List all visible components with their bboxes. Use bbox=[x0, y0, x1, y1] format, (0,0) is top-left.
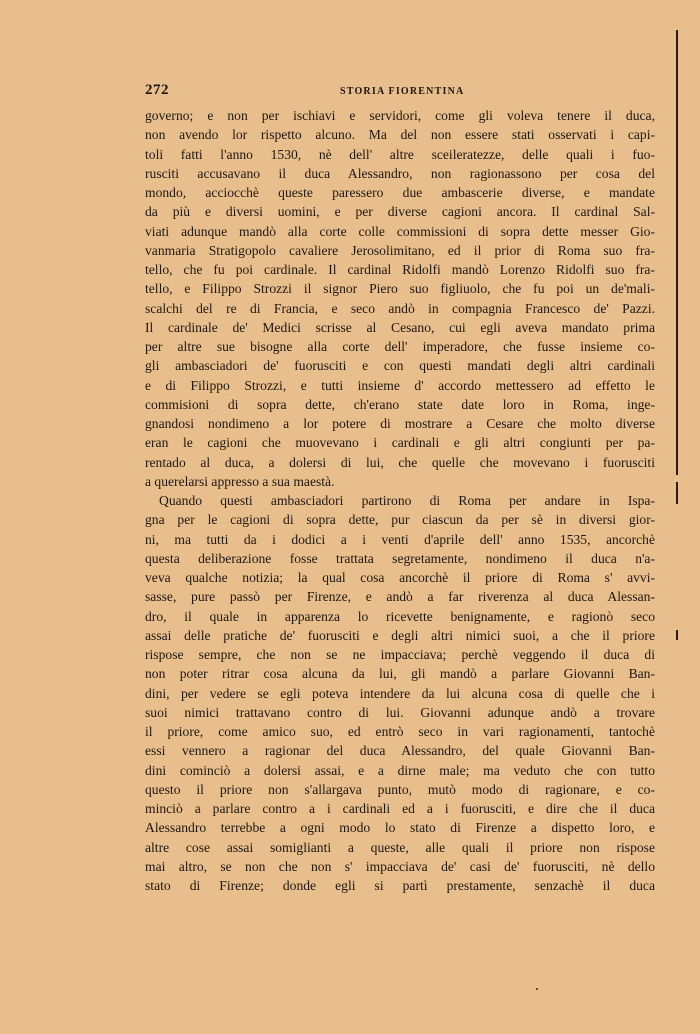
text-line: questa deliberazione fosse trattata segretamente, nondimeno il duca n'a- bbox=[145, 550, 655, 566]
text-line: stato di Firenze; donde egli si partì prestamente, senzachè il duca bbox=[145, 878, 655, 893]
text-line: gna per le cagioni di sopra dette, pur ciascun da per sè in diversi gior- bbox=[145, 512, 655, 528]
text-line: tello, e Filippo Strozzi il signor Piero suo figliuolo, che fu poi un de'mali- bbox=[145, 281, 655, 297]
text-line: per altre sue bisogne alla corte dell' imperadore, che fusse insieme co- bbox=[145, 339, 655, 354]
text-line: suoi nimici trattavano contro di lui. Giovanni adunque andò a trovare bbox=[145, 704, 655, 720]
text-line: sasse, pure passò per Firenze, e andò a far riverenza al duca Alessan- bbox=[145, 589, 655, 605]
text-line: il priore, come amico suo, ed entrò seco in vari ragionamenti, tantochè bbox=[145, 724, 655, 739]
paragraph-start-line: Quando questi ambasciadori partirono di Roma per andare in Ispa- bbox=[159, 493, 655, 508]
text-line: mai altro, se non che non s' impacciava de' casi de' fuorusciti, nè dello bbox=[145, 858, 655, 874]
text-line: dini cominciò a dolersi assai, e a dirne male; ma veduto che con tutto bbox=[145, 762, 655, 778]
text-line: rispose sempre, che non se ne impacciava; perchè veggendo il duca di bbox=[145, 647, 655, 662]
text-line: ni, ma tutti da i dodici a i venti d'aprile dell' anno 1535, ancorchè bbox=[145, 531, 655, 547]
text-line: tello, che fu poi cardinale. Il cardinal Ridolfi mandò Lorenzo Ridolfi suo fra- bbox=[145, 262, 655, 277]
text-line: Alessandro terrebbe a ogni modo lo stato di Firenze a dispetto loro, e bbox=[145, 820, 655, 836]
text-line: mondo, acciocchè queste paressero due ambascerie diverse, e mandate bbox=[145, 185, 655, 200]
page-number: 272 bbox=[145, 82, 169, 98]
text-line: viati adunque mandò alla corte colle commissioni di sopra dette messer Gio- bbox=[145, 223, 655, 239]
margin-mark bbox=[676, 482, 678, 504]
text-line: commisioni di sopra dette, ch'erano state date loro in Roma, inge- bbox=[145, 396, 655, 412]
text-line: da più e diversi uomini, e per diverse cagioni ancora. Il cardinal Sal- bbox=[145, 204, 655, 220]
text-line: gnandosi nondimeno a lor potere di mostrare a Cesare che molto diverse bbox=[145, 416, 655, 431]
page-header bbox=[145, 82, 655, 100]
text-line: assai delle pratiche de' fuorusciti e degli altri nimici suoi, a che il priore bbox=[145, 627, 655, 643]
text-line: questo il priore non s'allargava punto, mutò modo di ragionare, e co- bbox=[145, 781, 655, 797]
text-line: dro, il quale in apparenza lo ricevette benignamente, e ragionò seco bbox=[145, 608, 655, 624]
text-line: minciò a parlare contro a i cardinali ed a i fuorusciti, e dire che il duca bbox=[145, 801, 655, 816]
text-line: veva qualche notizia; la qual cosa ancorchè il priore di Roma s' avvi- bbox=[145, 570, 655, 585]
text-line: non avendo lor rispetto alcuno. Ma del non essere stati osservati i capi- bbox=[145, 127, 655, 143]
text-line: essi vennero a ragionar del duca Alessandro, del quale Giovanni Ban- bbox=[145, 743, 655, 759]
text-line: Il cardinale de' Medici scrisse al Cesano, cui egli aveva mandato prima bbox=[145, 319, 655, 335]
paragraph-end-line: a querelarsi appresso a sua maestà. bbox=[145, 473, 335, 489]
text-line: toli fatti l'anno 1530, nè dell' altre sceileratezze, delle quali i fuo- bbox=[145, 146, 655, 162]
text-line: rentado al duca, a dolersi di lui, che quelle che movevano i fuorusciti bbox=[145, 454, 655, 470]
text-line: non poter ritrar cosa alcuna da lui, gli mandò a parlare Giovanni Ban- bbox=[145, 666, 655, 682]
text-line: gli ambasciadori de' fuorusciti e con questi mandati degli altri cardinali bbox=[145, 358, 655, 374]
text-line: e di Filippo Strozzi, e tutti insieme d' accordo mettessero ad effetto le bbox=[145, 377, 655, 393]
paper-speck bbox=[536, 988, 538, 990]
text-line: scalchi del re di Francia, e seco andò in compagnia Francesco de' Pazzi. bbox=[145, 300, 655, 316]
running-head: STORIA FIORENTINA bbox=[340, 86, 465, 97]
body-text bbox=[145, 106, 655, 895]
text-line: altre cose assai somiglianti a queste, alle quali il priore non rispose bbox=[145, 839, 655, 855]
text-line: eran le cagioni che muovevano i cardinali e gli altri congiunti per pa- bbox=[145, 435, 655, 451]
text-line: rusciti accusavano il duca Alessandro, non ragionassono per cosa del bbox=[145, 165, 655, 181]
text-line: governo; e non per ischiavi e servidori, come gli voleva tenere il duca, bbox=[145, 108, 655, 123]
margin-mark bbox=[676, 630, 678, 640]
text-line: dini, per vedere se egli poteva intendere da lui alcuna cosa di quelle che i bbox=[145, 685, 655, 701]
page-edge-rule bbox=[676, 30, 678, 475]
text-line: vanmaria Stratigopolo cavaliere Jerosolimitano, ed il prior di Roma suo fra- bbox=[145, 242, 655, 258]
